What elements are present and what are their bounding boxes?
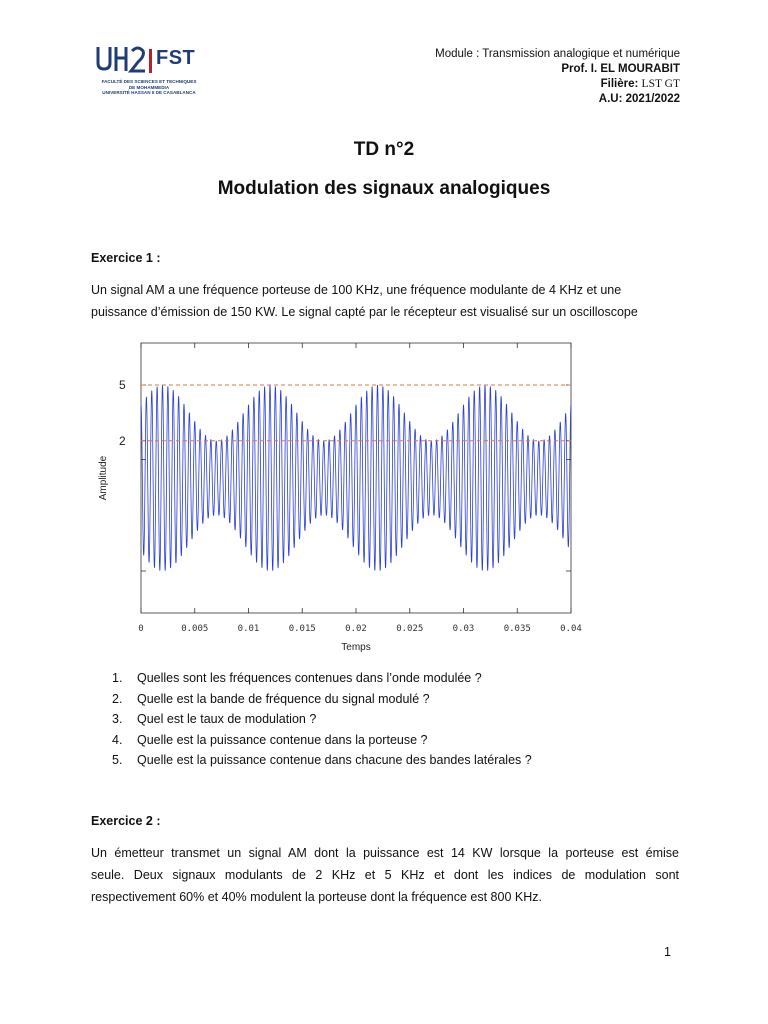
x-tick-label: 0.02 (345, 624, 367, 634)
question-text: Quelle est la puissance contenue dans la porteuse ? (137, 732, 428, 747)
x-tick-label: 0.005 (181, 624, 209, 634)
header-filiere (601, 77, 680, 92)
exercise2-line-2: seule. Deux signaux modulants de 2 KHz et 5 KHz et dont les indices de modulation sont (91, 868, 679, 882)
logo-fst-text: FST (156, 47, 196, 69)
x-tick-labels (138, 624, 582, 634)
exercise2-heading: Exercice 2 : (91, 814, 161, 828)
exercise2-line-1: Un émetteur transmet un signal AM dont la puissance est 14 KW lorsque la porteuse est émise (91, 846, 679, 860)
header-filiere-label: Filière: (600, 78, 642, 90)
question-text: Quel est le taux de modulation ? (137, 712, 317, 727)
question-number: 1. (112, 671, 123, 685)
university-logo (94, 45, 229, 99)
plot-frame (141, 343, 571, 613)
exercise1-line-1: Un signal AM a une fréquence porteuse de 100 KHz, une fréquence modulante de 4 KHz et une (91, 283, 622, 297)
x-tick-label: 0.015 (288, 624, 316, 634)
x-tick-label: 0.025 (396, 624, 424, 634)
page-number: 1 (664, 945, 671, 959)
exercise1-line-2: puissance d’émission de 150 KW. Le signal capté par le récepteur est visualisé sur un oscilloscope (91, 305, 638, 319)
question-number: 5. (112, 753, 123, 768)
header-module: Module : Transmission analogique et numérique (435, 48, 680, 60)
plot-svg (93, 333, 593, 655)
x-tick-label: 0.01 (237, 624, 260, 634)
x-axis-label: Temps (341, 642, 371, 653)
exercise1-heading: Exercice 1 : (91, 251, 161, 265)
header-filiere-value: LST GT (641, 78, 680, 90)
question-number: 4. (112, 732, 123, 747)
exercise2-text (91, 842, 679, 908)
question-item (112, 750, 532, 771)
question-number: 3. (112, 712, 123, 727)
header-annee: A.U: 2021/2022 (598, 93, 680, 105)
logo-subline-1: FACULTÉ DES SCIENCES ET TECHNIQUES (101, 79, 197, 84)
page-title: TD n°2 (353, 139, 415, 160)
y-tick-label-2: 2 (119, 433, 126, 448)
exercise2-line-3: respectivement 60% et 40% modulent la porteuse dont la fréquence est 800 KHz. (91, 890, 542, 904)
question-text: Quelle est la bande de fréquence du signal modulé ? (137, 691, 430, 706)
y-axis-label: Amplitude (98, 455, 109, 501)
question-item (112, 689, 532, 710)
question-text: Quelle est la puissance contenue dans chacune des bandes latérales ? (137, 753, 532, 768)
page-subtitle: Modulation des signaux analogiques (217, 178, 551, 199)
x-tick-label: 0.04 (560, 624, 582, 634)
x-tick-label: 0.035 (503, 624, 531, 634)
question-item (112, 668, 532, 689)
question-number: 2. (112, 691, 123, 706)
y-tick-label-5: 5 (119, 378, 126, 392)
question-item (112, 730, 532, 751)
x-tick-label: 0.03 (452, 624, 475, 634)
header-prof: Prof. I. EL MOURABIT (561, 63, 680, 75)
x-tick-label: 0 (138, 624, 144, 634)
uh2-logo-icon (94, 45, 146, 73)
question-text: Quelles sont les fréquences contenues dans l’onde modulée ? (137, 671, 482, 685)
logo-subline-2: DE MOHAMMEDIA (128, 84, 170, 90)
question-item (112, 709, 532, 730)
exercise1-questions (112, 668, 532, 771)
oscilloscope-plot (93, 333, 593, 655)
logo-divider (149, 49, 152, 73)
logo-subline-3: UNIVERSITÉ HASSAN II DE CASABLANCA (102, 90, 196, 96)
exercise1-text (91, 279, 679, 323)
